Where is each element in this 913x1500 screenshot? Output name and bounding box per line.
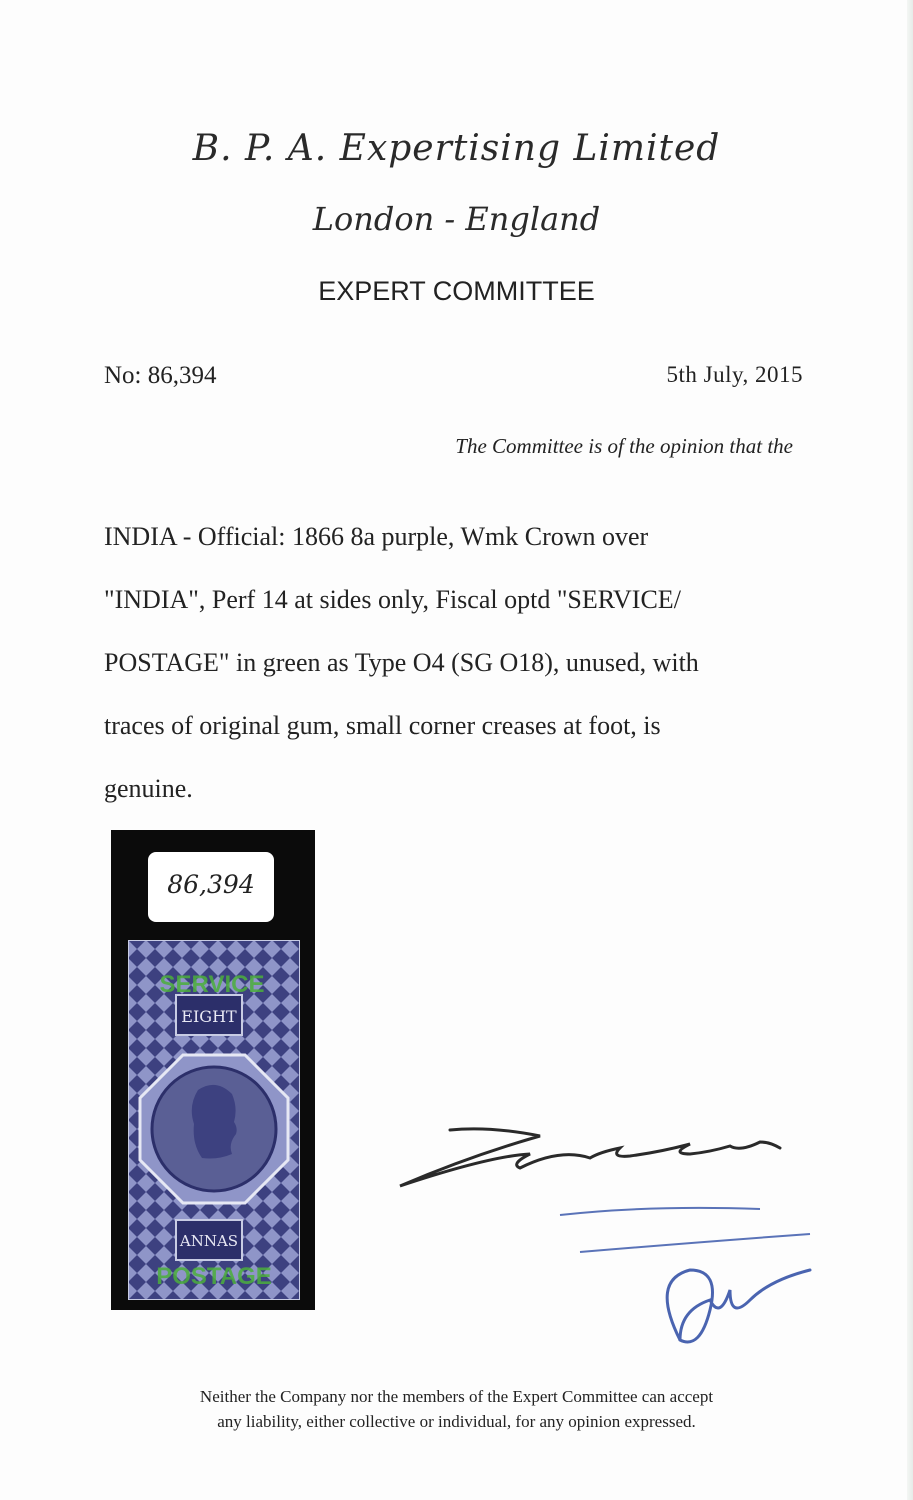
description-line: INDIA - Official: 1866 8a purple, Wmk Crown over (104, 522, 649, 551)
certificate-date: 5th July, 2015 (666, 362, 803, 387)
description-line: genuine. (104, 774, 193, 803)
stamp-image (128, 940, 300, 1300)
signatures (320, 1110, 890, 1380)
liability-disclaimer (0, 1384, 913, 1434)
queen-portrait (192, 1085, 237, 1159)
overprint-bottom: POSTAGE (156, 1263, 272, 1290)
description-line: "INDIA", Perf 14 at sides only, Fiscal optd "SERVICE/ (104, 585, 681, 614)
opinion-intro: The Committee is of the opinion that the (455, 434, 793, 458)
stamp-top-value: EIGHT (181, 1007, 237, 1026)
committee-heading: EXPERT COMMITTEE (318, 276, 595, 306)
stamp-description (104, 505, 804, 820)
stamp-bottom-value: ANNAS (179, 1232, 239, 1250)
certificate-number: No: 86,394 (104, 362, 217, 389)
disclaimer-line: any liability, either collective or individual, for any opinion expressed. (217, 1412, 696, 1431)
stamp-number-text: 86,394 (167, 870, 255, 899)
signature-one (400, 1129, 780, 1186)
description-line: traces of original gum, small corner creases at foot, is (104, 711, 661, 740)
disclaimer-line: Neither the Company nor the members of the Expert Committee can accept (199, 1387, 714, 1406)
signature-line-one (560, 1208, 760, 1215)
overprint-top: SERVICE (159, 971, 265, 998)
company-name: B. P. A. Expertising Limited (192, 128, 721, 169)
signature-line-two (580, 1234, 810, 1252)
company-location: London - England (312, 200, 601, 238)
signature-two (667, 1270, 810, 1342)
description-line: POSTAGE" in green as Type O4 (SG O18), unused, with (104, 648, 699, 677)
